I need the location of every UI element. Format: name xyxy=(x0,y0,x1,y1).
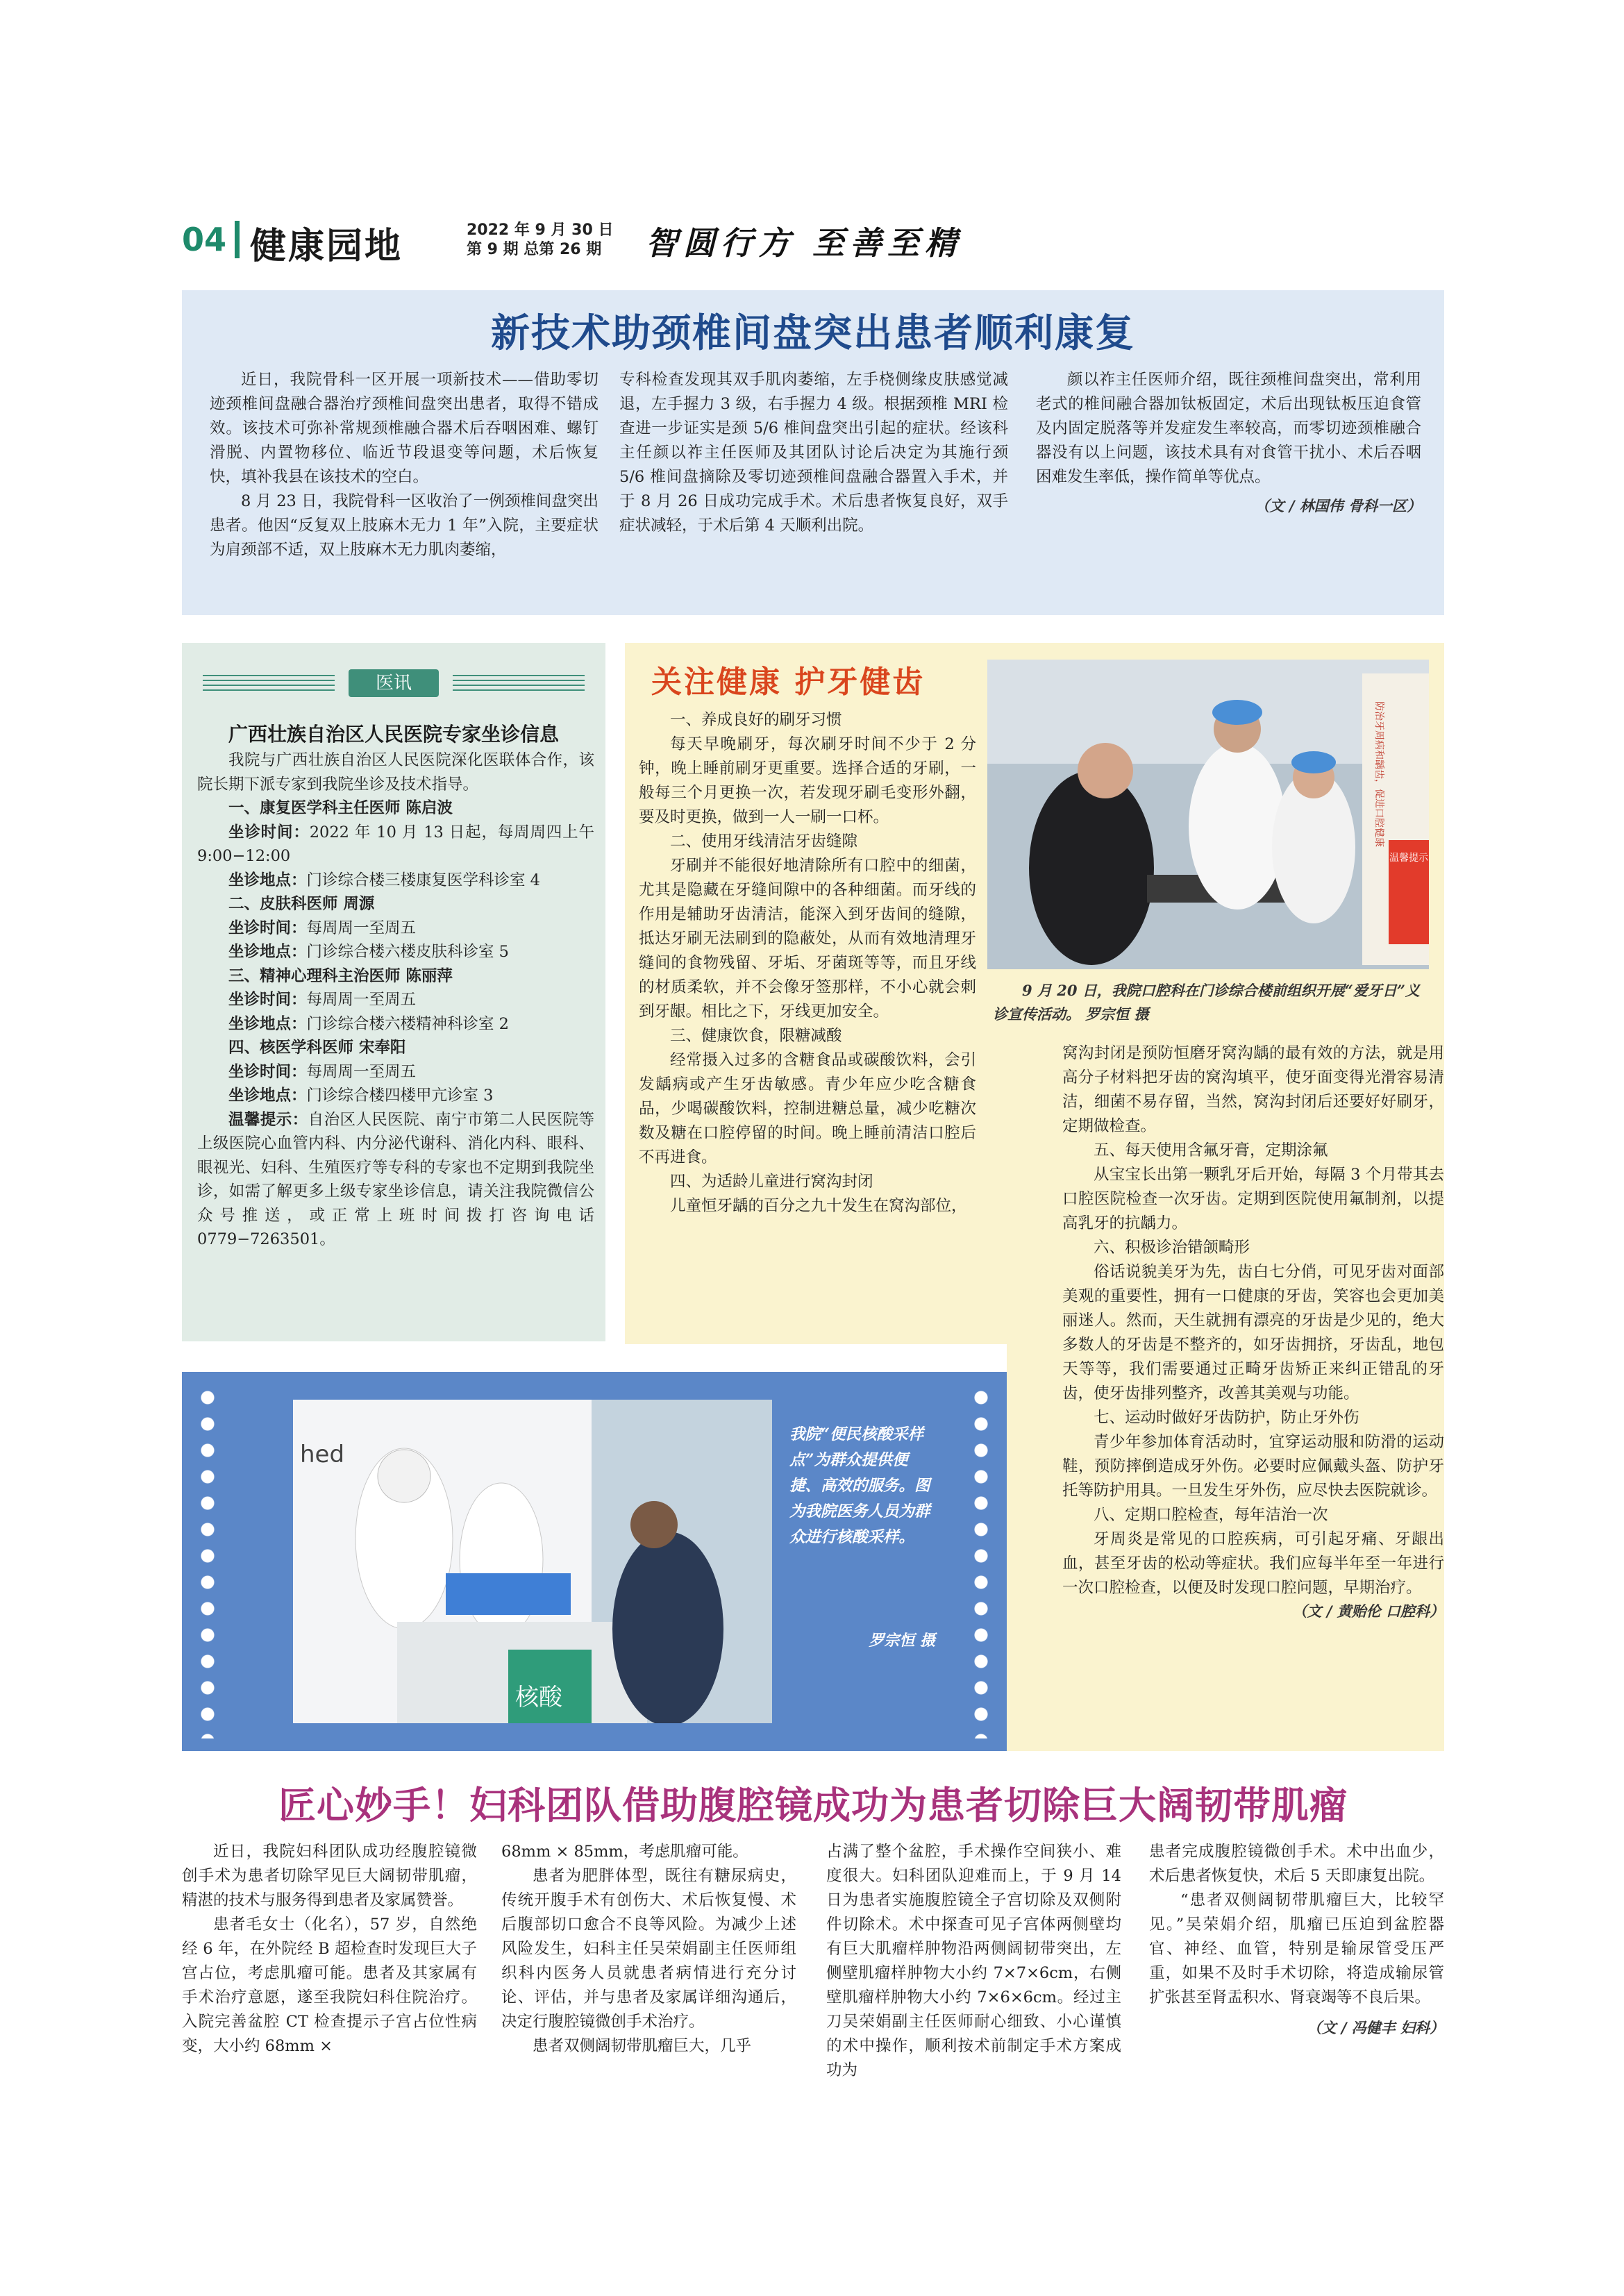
paragraph: 8 月 23 日，我院骨科一区收治了一例颈椎间盘突出患者。他因“反复双上肢麻木无力 1 年”入院，主要症状为肩颈部不适，双上肢麻木无力肌肉萎缩， xyxy=(210,492,598,559)
time-value: 每周周一至周五 xyxy=(306,991,417,1009)
photo-credit: 罗宗恒 摄 xyxy=(869,1632,935,1650)
paragraph: 近日，我院妇科团队成功经腹腔镜微创手术为患者切除罕见巨大阔韧带肌瘤，精湛的技术与服务得到患者及家属赞誉。 xyxy=(182,1843,477,1909)
time-value: 每周周一至周五 xyxy=(306,919,417,937)
paragraph: 牙周炎是常见的口腔疾病，可引起牙痛、牙龈出血，甚至牙齿的松动等症状。我们应每半年至一年进行一次口腔检查，以便及时发现口腔问题，早期治疗。 xyxy=(1062,1530,1444,1597)
photo-illustration xyxy=(987,660,1429,969)
paragraph: 颜以祚主任医师介绍，既往颈椎间盘突出，常利用老式的椎间融合器加钛板固定，术后出现钛板压迫食管及内固定脱落等并发症发生率较高，而零切迹颈椎融合器没有以上问题，该技术具有对食管干扰小、术后吞咽困难发生率低，操作简单等优点。 xyxy=(1036,371,1421,486)
dental-event-photo xyxy=(987,660,1429,969)
box-body xyxy=(197,748,594,1252)
place-value: 门诊综合楼三楼康复医学科诊室 4 xyxy=(306,871,540,889)
subheading: 五、每天使用含氟牙膏，定期涂氟 xyxy=(1094,1141,1328,1159)
subheading: 七、运动时做好牙齿防护，防止牙外伤 xyxy=(1094,1409,1359,1427)
place-label: 坐诊地点： xyxy=(228,1014,307,1033)
place-value: 门诊综合楼六楼精神科诊室 2 xyxy=(306,1014,509,1033)
paragraph: 经常摄入过多的含糖食品或碳酸饮料，会引发龋病或产生牙齿敏感。青少年应少吃含糖食品，少喝碳酸饮料，控制进糖总量，减少吃糖次数及糖在口腔停留的时间。晚上睡前清洁口腔后不再进食。 xyxy=(639,1051,976,1166)
subheading: 二、使用牙线清洁牙齿缝隙 xyxy=(670,832,858,850)
paragraph: 牙刷并不能很好地清除所有口腔中的细菌，尤其是隐藏在牙缝间隙中的各种细菌。而牙线的作用是辅助牙齿清洁，能深入到牙齿间的缝隙，抵达牙刷无法刷到的隐蔽处，从而有效地清理牙缝间的食物残留、牙垢、牙菌斑等等，而且牙线的材质柔软，并不会像牙签那样，不小心就会刺到牙龈。相比之下，牙线更加安全。 xyxy=(639,857,976,1021)
intro-paragraph: 我院与广西壮族自治区人民医院深化医联体合作，该院长期下派专家到我院坐诊及技术指导。 xyxy=(197,751,594,794)
article-title: 匠心妙手！妇科团队借助腹腔镜成功为患者切除巨大阔韧带肌瘤 xyxy=(278,1784,1348,1827)
subheading: 四、为适龄儿童进行窝沟封闭 xyxy=(670,1173,873,1191)
paragraph: 患者为肥胖体型，既往有糖尿病史，传统开腹手术有创伤大、术后恢复慢、术后腹部切口愈合不良等风险。为减少上述风险发生，妇科主任吴荣娟副主任医师组织科内医务人员就患者病情进行充分讨论、评估，并与患者及家属详细沟通后，决定行腹腔镜微创手术治疗。 xyxy=(501,1867,796,2031)
subheading: 六、积极诊治错颌畸形 xyxy=(1094,1239,1250,1257)
tip-label: 温馨提示： xyxy=(228,1110,308,1129)
place-label: 坐诊地点： xyxy=(228,1087,307,1105)
place-value: 门诊综合楼四楼甲亢诊室 3 xyxy=(306,1087,494,1105)
subheading: 一、养成良好的刷牙习惯 xyxy=(670,711,842,729)
dental-right-column xyxy=(1062,1041,1444,1621)
issue-date: 2022 年 9 月 30 日 xyxy=(467,221,614,239)
article-column-3 xyxy=(826,1840,1121,2083)
decorative-dots xyxy=(197,1384,218,1738)
time-label: 坐诊时间： xyxy=(228,823,310,841)
decorative-lines xyxy=(203,675,335,692)
nucleic-test-box xyxy=(182,1372,1007,1751)
article-column-2 xyxy=(619,368,1008,538)
expert-heading: 三、精神心理科主治医师 陈丽萍 xyxy=(228,966,453,985)
section-tag: 医讯 xyxy=(349,669,439,697)
photo-caption: 我院“便民核酸采样点”为群众提供便捷、高效的服务。图为我院医务人员为群众进行核酸采样。 xyxy=(789,1425,930,1546)
paragraph: 患者完成腹腔镜微创手术。术中出血少，术后患者恢复快，术后 5 天即康复出院。 xyxy=(1149,1843,1444,1885)
medical-news-box xyxy=(182,643,605,1341)
masthead-divider xyxy=(235,221,240,258)
article-column-4 xyxy=(1149,1840,1444,2038)
article-column-3 xyxy=(1036,368,1421,516)
photo-text: hed xyxy=(300,1441,345,1468)
nucleic-sampling-photo xyxy=(293,1400,772,1723)
paragraph: 青少年参加体育活动时，宜穿运动服和防滑的运动鞋，预防摔倒造成牙外伤。必要时应佩戴头盔、防护牙托等防护用具。一旦发生牙外伤，应尽快去医院就诊。 xyxy=(1062,1433,1444,1500)
time-value: 每周周一至周五 xyxy=(306,1062,417,1081)
time-value: 2022 年 10 月 13 日起，每周周四上午 9:00−12:00 xyxy=(197,823,594,865)
byline: （文 / 黄贻伦 口腔科） xyxy=(1292,1602,1444,1620)
slogan: 智圆行方 至善至精 xyxy=(646,224,963,262)
paragraph: 患者毛女士（化名），57 岁，自然绝经 6 年，在外院经 B 超检查时发现巨大子宫占位，考虑肌瘤可能。患者及其家属有手术治疗意愿，遂至我院妇科住院治疗。入院完善盆腔 CT 检查提示子宫占位性病变，大小约 68mm × xyxy=(182,1916,477,2055)
decorative-lines xyxy=(453,675,585,692)
place-value: 门诊综合楼六楼皮肤科诊室 5 xyxy=(306,943,509,961)
photo-illustration xyxy=(293,1400,772,1723)
paragraph: 窝沟封闭是预防恒磨牙窝沟龋的最有效的方法，就是用高分子材料把牙齿的窝沟填平，使牙面变得光滑容易清洁，细菌不易存留，当然，窝沟封闭后还要好好刷牙，定期做检查。 xyxy=(1062,1044,1444,1135)
photo-sign: 防治牙周病和龋齿，促进口腔健康 xyxy=(1373,701,1384,847)
dental-left-column xyxy=(639,708,976,1218)
paragraph: 俗话说貌美牙为先，齿白七分俏，可见牙齿对面部美观的重要性，拥有一口健康的牙齿，笑容也会更加美丽迷人。然而，天生就拥有漂亮的牙齿是少见的，绝大多数人的牙齿是不整齐的，如牙齿拥挤，牙齿乱，地包天等等，我们需要通过正畸牙齿矫正来纠正错乱的牙齿，使牙齿排列整齐，改善其美观与功能。 xyxy=(1062,1263,1444,1402)
time-label: 坐诊时间： xyxy=(228,919,307,937)
issue-info xyxy=(467,221,613,260)
paragraph: 从宝宝长出第一颗乳牙后开始，每隔 3 个月带其去口腔医院检查一次牙齿。定期到医院使用氟制剂，以提高乳牙的抗龋力。 xyxy=(1062,1166,1444,1232)
expert-heading: 二、皮肤科医师 周源 xyxy=(228,895,375,913)
tip-text: 自治区人民医院、南宁市第二人民医院等上级医院心血管内科、内分泌代谢科、消化内科、眼科、眼视光、妇科、生殖医疗等专科的专家也不定期到我院坐诊，如需了解更多上级专家坐诊信息，请关注我院微信公众号推送，或正常上班时间拨打咨询电话 0779−7263501。 xyxy=(197,1110,594,1248)
paragraph: 68mm × 85mm，考虑肌瘤可能。 xyxy=(501,1843,748,1861)
paragraph: 患者双侧阔韧带肌瘤巨大，几乎 xyxy=(533,2037,752,2055)
section-title: 健康园地 xyxy=(250,225,403,267)
paragraph: 占满了整个盆腔，手术操作空间狭小、难度很大。妇科团队迎难而上，于 9 月 14 日为患者实施腹腔镜全子宫切除及双侧附件切除术。术中探查可见子宫体两侧壁均有巨大肌瘤样肿物沿两侧阔韧带突出，左侧壁肌瘤样肿物大小约 7×7×6cm，右侧壁肌瘤样肿物大小约 7×6×6cm。经过主刀吴荣娟副主任医师耐心细致、小心谨慎的术中操作，顺利按术前制定手术方案成功为 xyxy=(826,1843,1121,2079)
time-label: 坐诊时间： xyxy=(228,991,307,1009)
expert-heading: 一、康复医学科主任医师 陈启波 xyxy=(228,799,453,817)
box-title: 关注健康 护牙健齿 xyxy=(651,664,926,700)
subheading: 三、健康饮食，限糖减酸 xyxy=(670,1027,842,1045)
paragraph: 近日，我院骨科一区开展一项新技术——借助零切迹颈椎间盘融合器治疗颈椎间盘突出患者，取得不错成效。该技术可弥补常规颈椎融合器术后吞咽困难、螺钉滑脱、内置物移位、临近节段退变等问题，术后恢复快，填补我县在该技术的空白。 xyxy=(210,371,598,486)
article-column-2 xyxy=(501,1840,796,2059)
page-number: 04 xyxy=(182,221,227,258)
paragraph: 儿童恒牙龋的百分之九十发生在窝沟部位， xyxy=(670,1197,967,1215)
place-label: 坐诊地点： xyxy=(228,871,307,889)
article-title: 新技术助颈椎间盘突出患者顺利康复 xyxy=(491,311,1135,356)
box-title: 广西壮族自治区人民医院专家坐诊信息 xyxy=(228,723,559,746)
article-column-1 xyxy=(210,368,598,562)
subheading: 八、定期口腔检查，每年洁治一次 xyxy=(1094,1506,1328,1524)
article-cervical-spine xyxy=(182,290,1444,615)
issue-number: 第 9 期 总第 26 期 xyxy=(467,241,602,258)
time-label: 坐诊时间： xyxy=(228,1062,307,1081)
expert-heading: 四、核医学科医师 宋奉阳 xyxy=(228,1039,406,1057)
article-column-1 xyxy=(182,1840,477,2059)
byline: （文 / 冯健丰 妇科） xyxy=(1307,2019,1444,2036)
paragraph: 专科检查发现其双手肌肉萎缩，左手桡侧缘皮肤感觉减退，左手握力 3 级，右手握力 4 级。根据颈椎 MRI 检查进一步证实是颈 5/6 椎间盘突出引起的症状。经该科主任颜以祚主任医师及其团队讨论后决定为其施行颈 5/6 椎间盘摘除及零切迹颈椎间盘融合器置入手术，并于 8 月 26 日成功完成手术。术后患者恢复良好，双手症状减轻，于术后第 4 天顺利出院。 xyxy=(619,371,1008,535)
place-label: 坐诊地点： xyxy=(228,943,307,961)
photo-banner: 温馨提示 xyxy=(1389,853,1428,864)
byline: （文 / 林国伟 骨科一区） xyxy=(1255,497,1421,514)
photo-sign: 核酸 xyxy=(515,1684,562,1711)
paragraph: 每天早晚刷牙，每次刷牙时间不少于 2 分钟，晚上睡前刷牙更重要。选择合适的牙刷，一般每三个月更换一次，若发现牙刷毛变形外翻，要及时更换，做到一人一刷一口杯。 xyxy=(639,735,976,826)
photo-caption: 9 月 20 日，我院口腔科在门诊综合楼前组织开展“爱牙日”义诊宣传活动。 罗宗恒 摄 xyxy=(993,982,1420,1023)
paragraph: “患者双侧阔韧带肌瘤巨大，比较罕见。”吴荣娟介绍，肌瘤已压迫到盆腔器官、神经、血管，特别是输尿管受压严重，如果不及时手术切除，将造成输尿管扩张甚至肾盂积水、肾衰竭等不良后果。 xyxy=(1149,1891,1444,2006)
decorative-dots xyxy=(971,1384,991,1738)
